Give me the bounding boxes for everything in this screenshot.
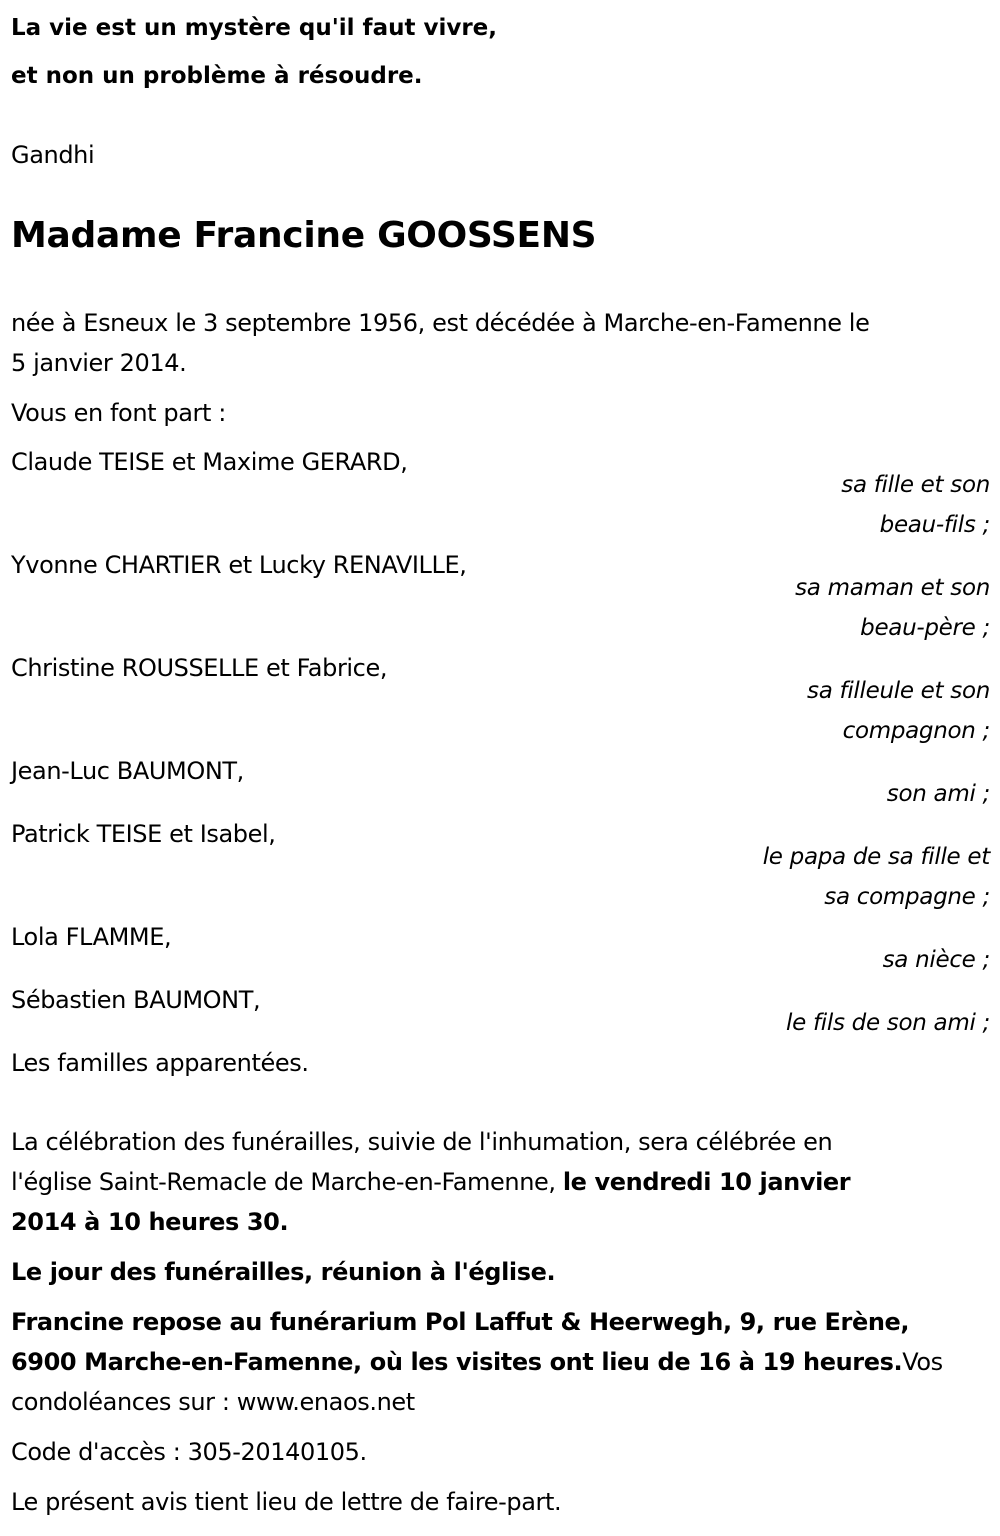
- birth-death-line-1: née à Esneux le 3 septembre 1956, est décédée à Marche-en-Famenne le: [11, 309, 870, 337]
- quote-author: Gandhi: [11, 141, 95, 169]
- access-code-label: Code d'accès :: [11, 1438, 188, 1466]
- family-member-name: Sébastien BAUMONT,: [11, 986, 261, 1014]
- family-member-relation: sa filleule et son: [807, 678, 990, 704]
- family-member-name: Jean-Luc BAUMONT,: [11, 757, 244, 785]
- closing-note: Le présent avis tient lieu de lettre de faire-part.: [11, 1488, 562, 1516]
- family-member-relation: le fils de son ami ;: [786, 1010, 990, 1036]
- family-member-relation: sa fille et son: [841, 472, 990, 498]
- funeral-home-line-2: [11, 1342, 943, 1382]
- family-member-relation: le papa de sa fille et: [762, 844, 990, 870]
- family-member-name: Patrick TEISE et Isabel,: [11, 820, 276, 848]
- condolences-link[interactable]: www.enaos.net: [236, 1388, 415, 1416]
- meeting-note: Le jour des funérailles, réunion à l'église.: [11, 1258, 556, 1286]
- funeral-home-line-1: Francine repose au funérarium Pol Laffut & Heerwegh, 9, rue Erène,: [11, 1308, 910, 1336]
- access-code-line: [11, 1432, 367, 1472]
- family-member-relation: compagnon ;: [842, 718, 990, 744]
- condolences-label: condoléances sur :: [11, 1388, 237, 1416]
- quote-line-2: et non un problème à résoudre.: [11, 63, 423, 89]
- family-member-relation: son ami ;: [886, 781, 990, 807]
- ceremony-date: le vendredi 10 janvier: [562, 1168, 851, 1196]
- access-code-value: 305-20140105.: [187, 1438, 367, 1466]
- family-member-relation: sa compagne ;: [824, 884, 990, 910]
- family-member-name: Lola FLAMME,: [11, 923, 172, 951]
- visiting-hours: 6900 Marche-en-Famenne, où les visites ont lieu de 16 à 19 heures.: [11, 1348, 903, 1376]
- family-member-relation: beau-fils ;: [879, 512, 990, 538]
- ceremony-line-1: La célébration des funérailles, suivie de l'inhumation, sera célébrée en: [11, 1128, 833, 1156]
- ceremony-time: 2014 à 10 heures 30.: [11, 1208, 289, 1236]
- family-member-name: Claude TEISE et Maxime GERARD,: [11, 448, 408, 476]
- family-member-relation: sa maman et son: [795, 575, 990, 601]
- deceased-name: Madame Francine GOOSSENS: [11, 215, 597, 256]
- ceremony-line-2: [11, 1162, 850, 1202]
- ceremony-location: l'église Saint-Remacle de Marche-en-Famenne,: [11, 1168, 563, 1196]
- family-member-name: Yvonne CHARTIER et Lucky RENAVILLE,: [11, 551, 467, 579]
- families-line: Les familles apparentées.: [11, 1049, 309, 1077]
- condolences-prefix: Vos: [902, 1348, 943, 1376]
- quote-line-1: La vie est un mystère qu'il faut vivre,: [11, 15, 498, 41]
- announcement-intro: Vous en font part :: [11, 399, 226, 427]
- family-member-relation: sa nièce ;: [882, 947, 990, 973]
- family-member-name: Christine ROUSSELLE et Fabrice,: [11, 654, 388, 682]
- birth-death-line-2: 5 janvier 2014.: [11, 349, 187, 377]
- condolences-line: [11, 1382, 415, 1422]
- family-member-relation: beau-père ;: [860, 615, 990, 641]
